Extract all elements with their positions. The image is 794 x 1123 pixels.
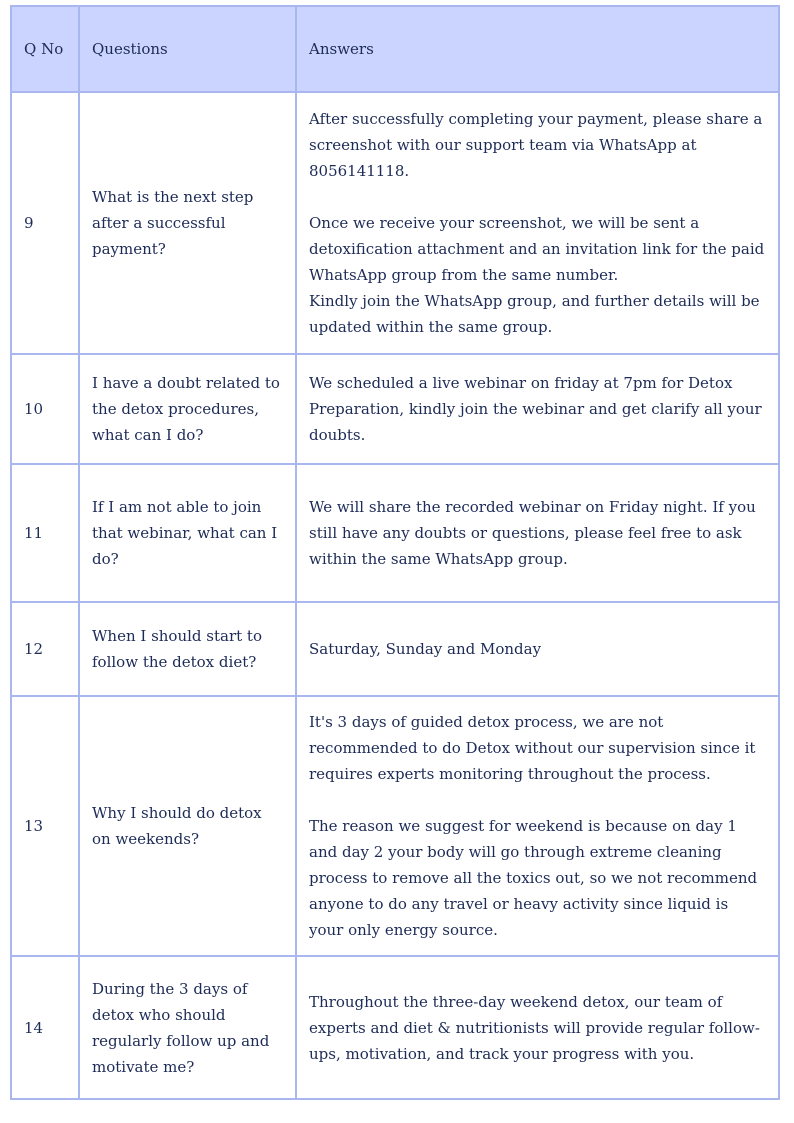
question-text: What is the next step after a successful payment? [79,92,296,354]
answer-paragraph: Kindly join the WhatsApp group, and further details will be updated within the same group. [309,292,760,336]
answer-cell [296,354,779,464]
question-number: 14 [11,956,79,1099]
answer-cell [296,464,779,602]
answer-cell [296,696,779,956]
answer-spacer [309,787,766,813]
question-text: When I should start to follow the detox diet? [79,602,296,696]
answer-paragraph: The reason we suggest for weekend is because on day 1 and day 2 your body will go through extreme cleaning process to remove all the toxics out, so we not recommend anyone to do any travel or heavy activity since liquid is your only energy source. [309,817,758,939]
question-number: 11 [11,464,79,602]
question-text: I have a doubt related to the detox procedures, what can I do? [79,354,296,464]
table-row [11,354,779,464]
table-row [11,696,779,956]
answer-paragraph: After successfully completing your payment, please share a screenshot with our support team via WhatsApp at 8056141118. [309,110,763,180]
question-number: 13 [11,696,79,956]
question-text: Why I should do detox on weekends? [79,696,296,956]
header-answers: Answers [296,6,779,92]
table-row [11,602,779,696]
table-body [11,92,779,1099]
table-row [11,92,779,354]
answer-spacer [309,184,766,210]
faq-table [10,5,780,1100]
answer-paragraph: Saturday, Sunday and Monday [309,640,542,658]
question-number: 10 [11,354,79,464]
table-row [11,956,779,1099]
answer-paragraph: We will share the recorded webinar on Friday night. If you still have any doubts or questions, please feel free to ask within the same WhatsApp group. [309,498,756,568]
answer-paragraph: Throughout the three-day weekend detox, our team of experts and diet & nutritionists will provide regular follow-ups, motivation, and track your progress with you. [309,992,760,1063]
question-text: During the 3 days of detox who should regularly follow up and motivate me? [79,956,296,1099]
question-text: If I am not able to join that webinar, what can I do? [79,464,296,602]
answer-paragraph: We scheduled a live webinar on friday at 7pm for Detox Preparation, kindly join the webinar and get clarify all your doubts. [309,374,762,444]
answer-cell [296,92,779,354]
answer-cell [296,956,779,1099]
table-header [11,6,779,92]
header-q-no: Q No [11,6,79,92]
answer-paragraph: It's 3 days of guided detox process, we are not recommended to do Detox without our supervision since it requires experts monitoring throughout the process. [309,713,756,783]
answer-paragraph: Once we receive your screenshot, we will be sent a detoxification attachment and an invitation link for the paid WhatsApp group from the same number. [309,214,765,284]
header-row [11,6,779,92]
answer-cell [296,602,779,696]
table-row [11,464,779,602]
question-number: 9 [11,92,79,354]
question-number: 12 [11,602,79,696]
header-questions: Questions [79,6,296,92]
